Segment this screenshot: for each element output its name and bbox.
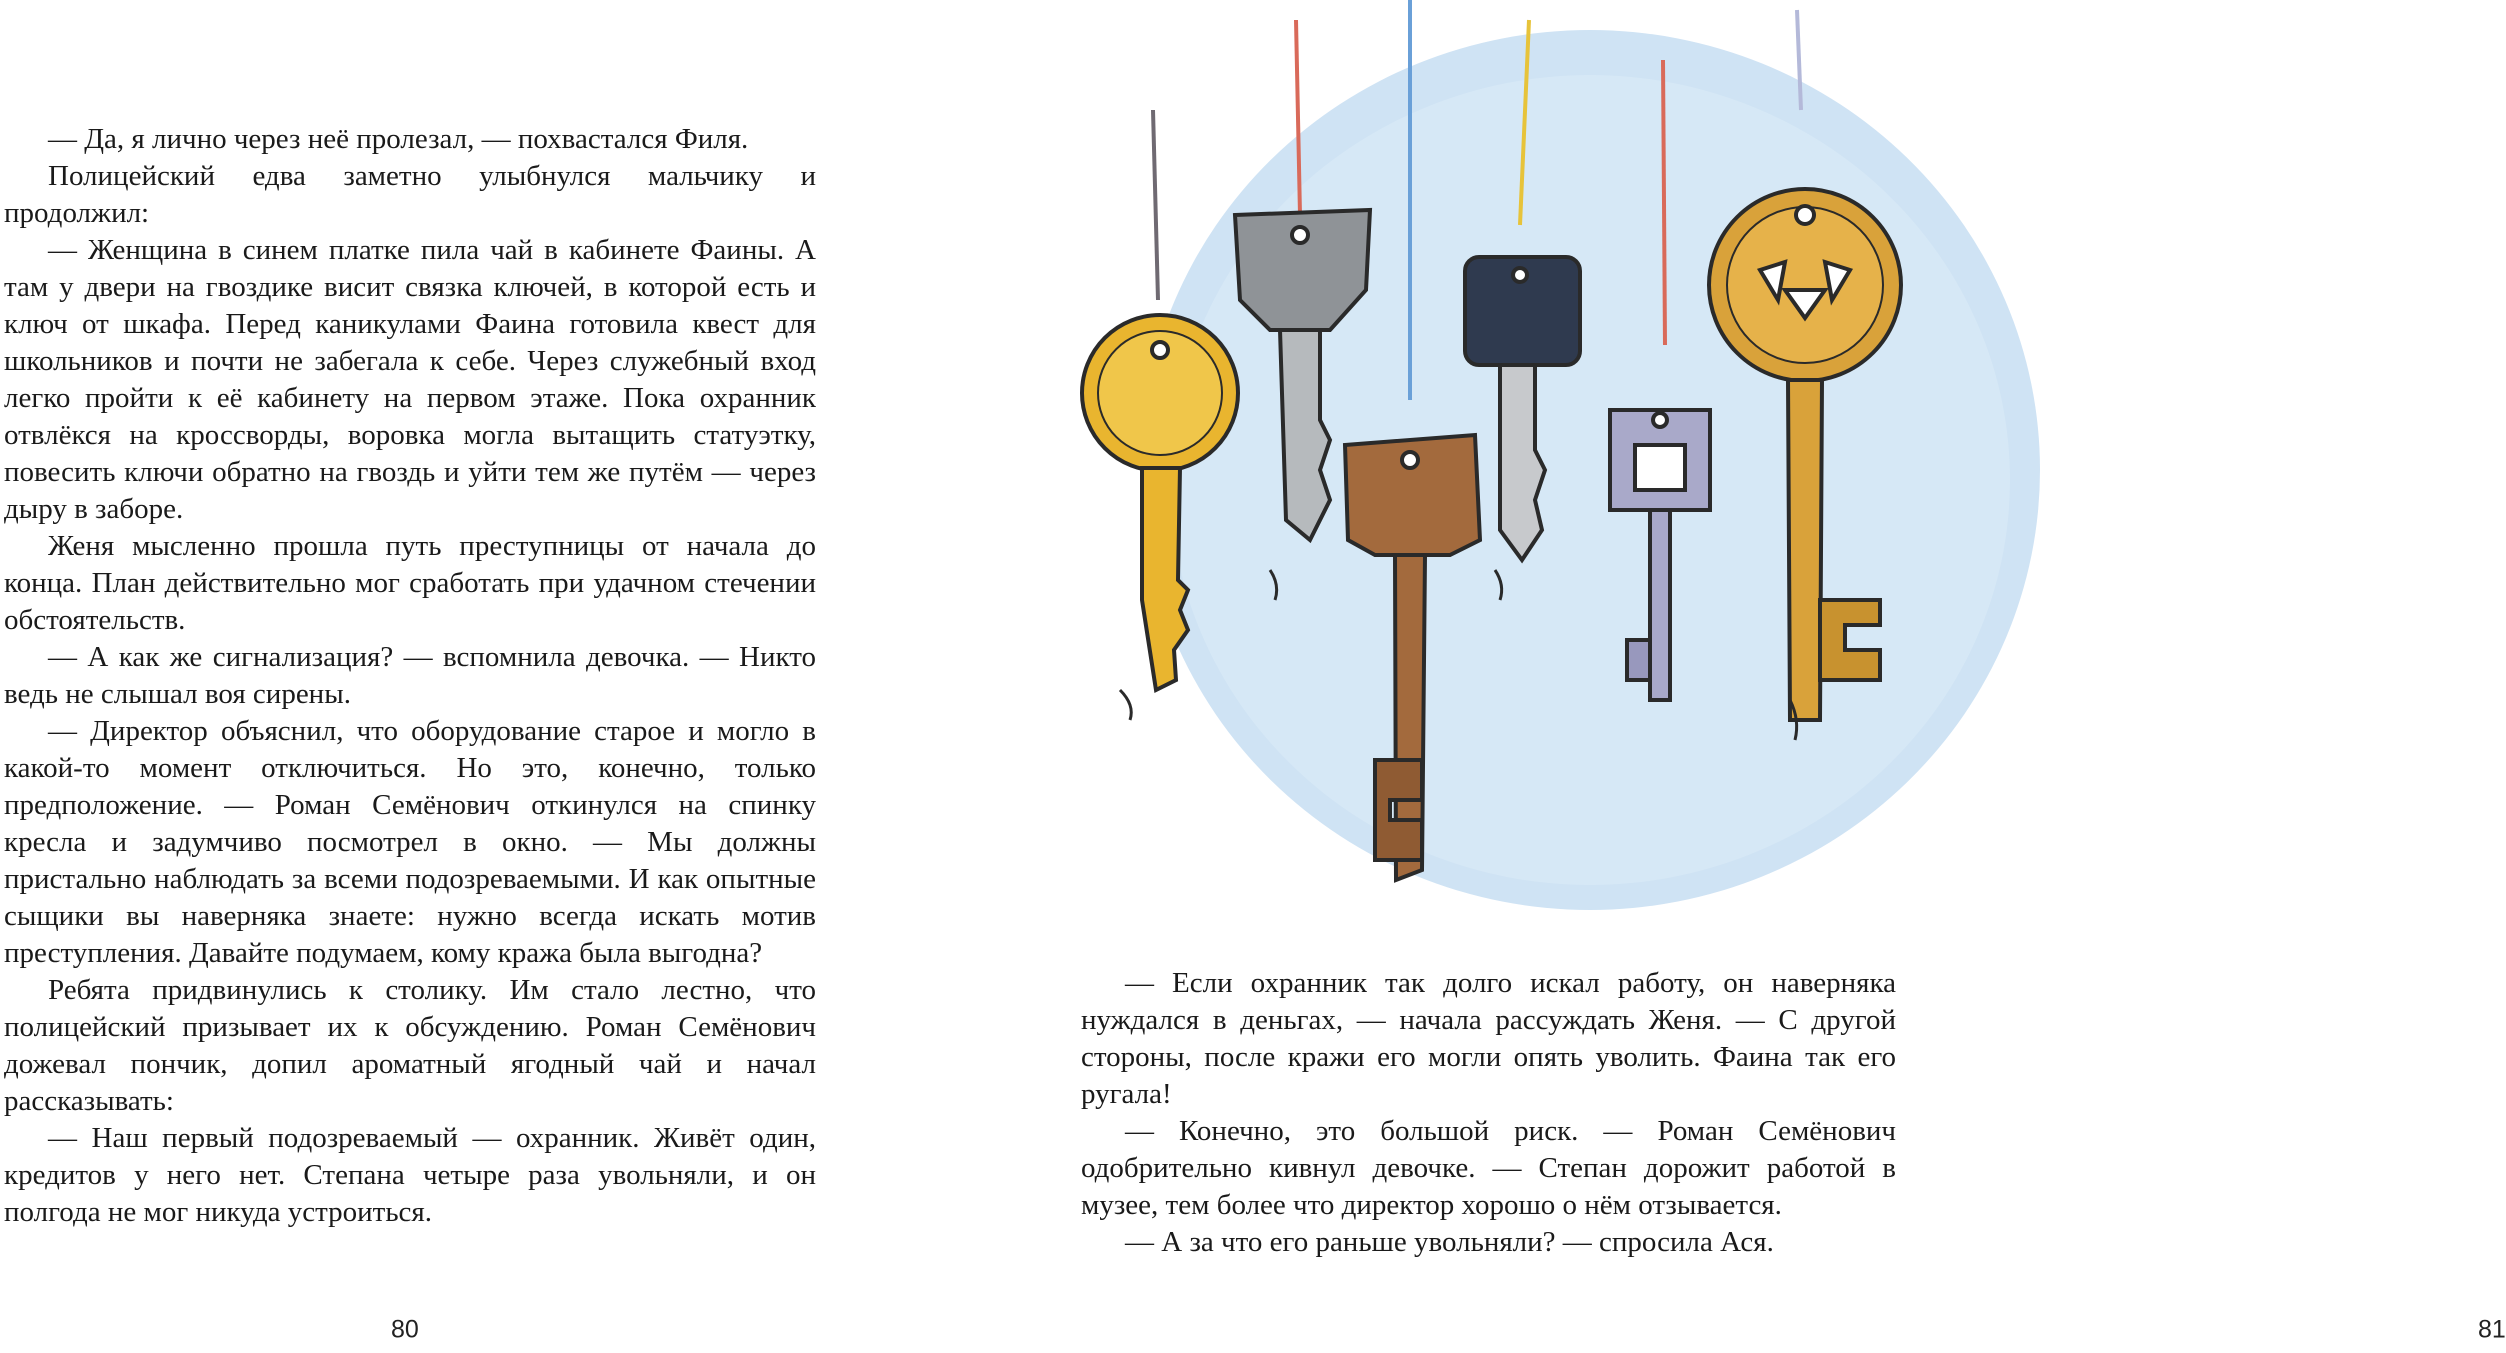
- paragraph: — Если охранник так долго искал работу, он наверняка нуждался в деньгах, — начала рассуждать Женя. — С другой стороны, после кражи его могли опять уволить. Фаина так его ругала!: [1081, 967, 1896, 1110]
- left-page-text: [4, 121, 816, 1231]
- page-number-left: 80: [391, 1315, 419, 1344]
- right-page-text: [1081, 965, 1896, 1261]
- paragraph: — Конечно, это большой риск. — Роман Семёнович одобрительно кивнул девочке. — Степан дорожит работой в музее, тем более что директор хорошо о нём отзывается.: [1081, 1115, 1896, 1221]
- paragraph: — Женщина в синем платке пила чай в кабинете Фаины. А там у двери на гвоздике висит связка ключей, в которой есть и ключ от шкафа. Перед каникулами Фаина готовила квест для школьников и почти не забегала к себе. Через служебный вход легко пройти к её кабинету на первом этаже. Пока охранник отвлёкся на кроссворды, воровка могла вытащить статуэтку, повесить ключи обратно на гвоздь и уйти тем же путём — через дыру в заборе.: [4, 234, 816, 525]
- paragraph: Полицейский едва заметно улыбнулся мальчику и продолжил:: [4, 160, 816, 229]
- paragraph: — Да, я лично через неё пролезал, — похвастался Филя.: [48, 123, 749, 155]
- paragraph: Женя мысленно прошла путь преступницы от начала до конца. План действительно мог сработать при удачном стечении обстоятельств.: [4, 530, 816, 636]
- paragraph: — Наш первый подозреваемый — охранник. Живёт один, кредитов у него нет. Степана четыре раза увольняли, и он полгода не мог никуда устроиться.: [4, 1122, 816, 1228]
- page-number-right: 81: [2478, 1315, 2506, 1344]
- paragraph: — Директор объяснил, что оборудование старое и могло в какой-то момент отключиться. Но это, конечно, только предположение. — Роман Семёнович откинулся на спинку кресла и задумчиво посмотрел в окно. — Мы должны пристально наблюдать за всеми подозреваемыми. И как опытные сыщики вы наверняка знаете: нужно всегда искать мотив преступления. Давайте подумаем, кому кража была выгодна?: [4, 715, 816, 969]
- hanging-keys-illustration: [1030, 0, 2000, 940]
- paragraph: Ребята придвинулись к столику. Им стало лестно, что полицейский призывает их к обсуждению. Роман Семёнович дожевал пончик, допил ароматный ягодный чай и начал рассказывать:: [4, 974, 816, 1117]
- paragraph: — А как же сигнализация? — вспомнила девочка. — Никто ведь не слышал воя сирены.: [4, 641, 816, 710]
- left-page: [0, 0, 1000, 1353]
- paragraph: — А за что его раньше увольняли? — спросила Ася.: [1125, 1226, 1774, 1258]
